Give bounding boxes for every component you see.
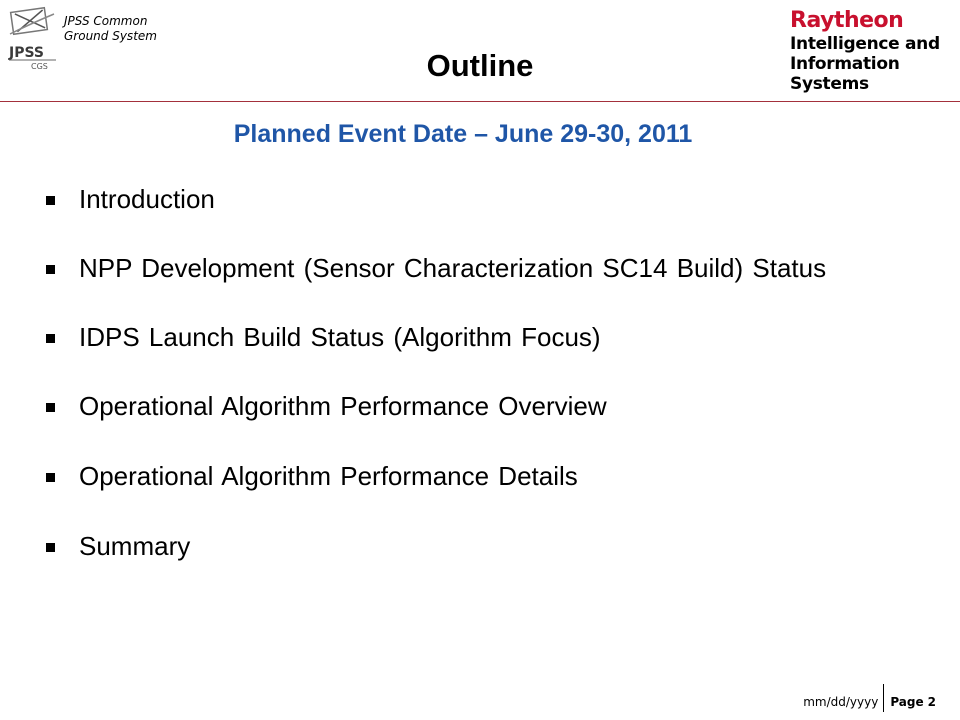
- square-bullet-icon: [46, 334, 55, 343]
- company-division-line: Information Systems: [790, 54, 900, 94]
- list-item-text: Introduction: [79, 184, 215, 214]
- square-bullet-icon: [46, 265, 55, 274]
- square-bullet-icon: [46, 543, 55, 552]
- program-caption: [64, 14, 157, 44]
- square-bullet-icon: [46, 473, 55, 482]
- jpss-logo-text: JPSS: [9, 45, 45, 61]
- list-item: [44, 252, 924, 285]
- event-date-subtitle: Planned Event Date – June 29-30, 2011: [233, 120, 693, 148]
- raytheon-logo: [790, 8, 960, 94]
- slide-footer: [803, 684, 936, 712]
- square-bullet-icon: [46, 403, 55, 412]
- list-item: [44, 530, 924, 563]
- list-item-text: Operational Algorithm Performance Details: [79, 461, 578, 491]
- company-division-line: Intelligence and: [790, 34, 940, 54]
- satellite-icon: [10, 8, 54, 35]
- company-name: Raytheon: [790, 8, 904, 33]
- page-label: Page: [890, 695, 924, 709]
- outline-list: [44, 180, 924, 563]
- footer-date: mm/dd/yyyy: [803, 695, 879, 709]
- header-divider: [0, 101, 960, 102]
- list-item: [44, 460, 924, 493]
- page-number-value: 2: [927, 695, 936, 709]
- page-title: Outline: [426, 48, 534, 83]
- list-item-text: IDPS Launch Build Status (Algorithm Focus): [79, 322, 601, 352]
- list-item: [44, 183, 924, 216]
- list-item: [44, 390, 924, 423]
- list-item: [44, 321, 924, 354]
- program-caption-line: Ground System: [64, 29, 157, 43]
- list-item-text: Summary: [79, 531, 191, 561]
- square-bullet-icon: [46, 196, 55, 205]
- program-caption-line: JPSS Common: [64, 14, 148, 28]
- jpss-logo-subtext: CGS: [31, 62, 48, 70]
- list-item-text: Operational Algorithm Performance Overview: [79, 391, 607, 421]
- page-number: [884, 695, 936, 712]
- list-item-text: NPP Development (Sensor Characterization SC14 Build) Status: [79, 253, 827, 283]
